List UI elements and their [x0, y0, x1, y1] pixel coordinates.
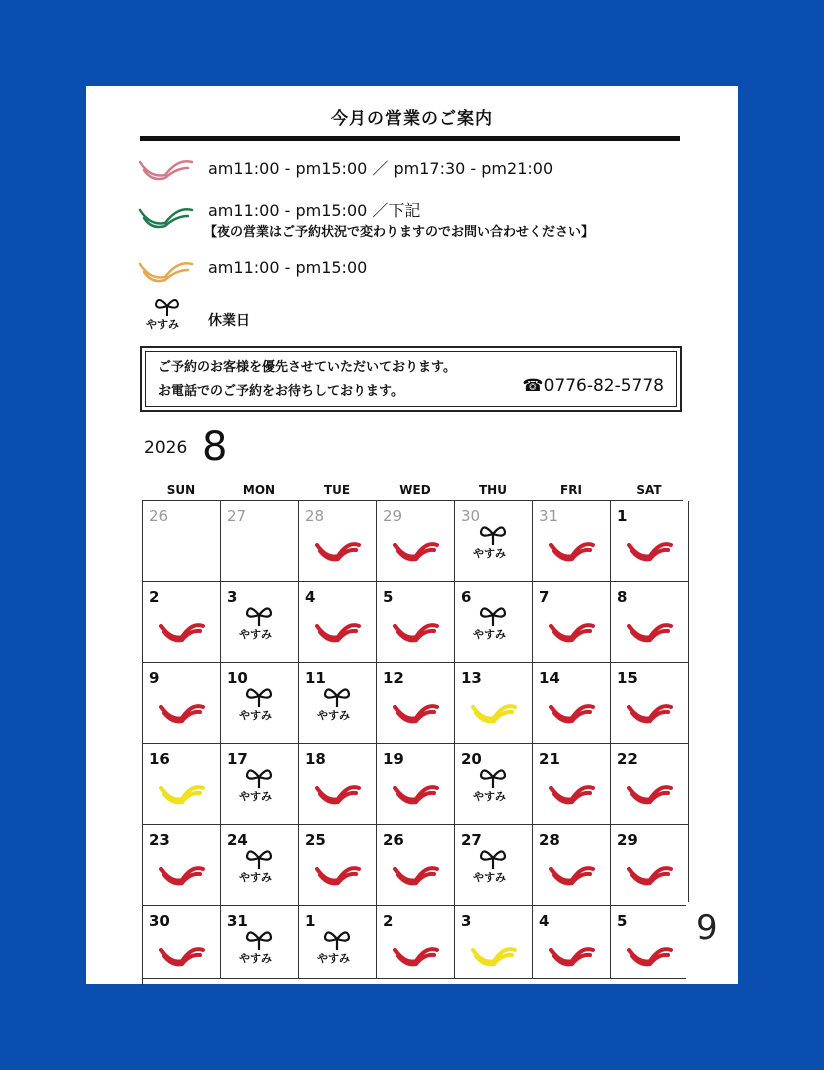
sprout-yasumi-label: やすみ: [239, 709, 272, 722]
day-number: 30: [149, 912, 170, 930]
calendar-day-cell: [377, 501, 455, 582]
calendar-day-cell: [611, 501, 689, 582]
calendar-month: 8: [202, 424, 228, 470]
sprout-yasumi-label: やすみ: [473, 871, 506, 884]
day-number: 27: [461, 831, 482, 849]
red-bird-mark-icon: [158, 620, 206, 644]
calendar-day-cell: [611, 663, 689, 744]
day-number: 23: [149, 831, 170, 849]
red-bird-mark-icon: [392, 620, 440, 644]
red-bird-mark-icon: [314, 782, 362, 806]
day-number: 26: [149, 507, 169, 525]
red-bird-mark-icon: [392, 782, 440, 806]
calendar-day-cell: [299, 744, 377, 825]
calendar-day-cell: [143, 501, 221, 582]
day-number: 19: [383, 750, 404, 768]
calendar-day-cell: [533, 825, 611, 906]
day-number: 24: [227, 831, 248, 849]
next-month-number: 9: [696, 908, 718, 948]
calendar-day-cell: [299, 906, 377, 979]
calendar-day-cell: [533, 663, 611, 744]
sprout-label: やすみ: [146, 318, 179, 331]
day-number: 17: [227, 750, 248, 768]
day-number: 8: [617, 588, 628, 606]
calendar-day-cell: [455, 582, 533, 663]
calendar-day-cell: [143, 663, 221, 744]
day-number: 25: [305, 831, 326, 849]
orange-bird-icon: [138, 258, 194, 284]
sprout-yasumi-icon: [239, 604, 277, 641]
sprout-yasumi-label: やすみ: [317, 709, 350, 722]
day-number: 15: [617, 669, 638, 687]
calendar-day-cell: [533, 501, 611, 582]
calendar-day-cell: [377, 663, 455, 744]
calendar-day-cell: [377, 744, 455, 825]
legend-text-holiday: 休業日: [208, 313, 250, 329]
day-number: 20: [461, 750, 482, 768]
calendar-day-cell: [455, 906, 533, 979]
day-number: 16: [149, 750, 170, 768]
sprout-yasumi-icon: [473, 523, 511, 560]
red-bird-mark-icon: [626, 539, 674, 563]
red-bird-mark-icon: [626, 782, 674, 806]
red-bird-mark-icon: [548, 620, 596, 644]
legend-text-pink: am11:00 - pm15:00 ／ pm17:30 - pm21:00: [208, 159, 554, 178]
red-bird-mark-icon: [626, 944, 674, 968]
green-bird-icon: [138, 204, 194, 230]
calendar-day-cell: [377, 825, 455, 906]
day-number: 28: [539, 831, 560, 849]
calendar-day-cell: [221, 501, 299, 582]
reservation-notice: [140, 346, 682, 412]
sprout-yasumi-icon: [317, 685, 355, 722]
calendar-day-cell: [143, 825, 221, 906]
calendar-day-cell: [611, 906, 689, 979]
red-bird-mark-icon: [314, 620, 362, 644]
calendar-day-cell: [533, 906, 611, 979]
calendar-day-cell: [299, 501, 377, 582]
sprout-yasumi-icon: [317, 928, 355, 965]
sprout-yasumi-label: やすみ: [473, 790, 506, 803]
calendar-day-cell: [377, 906, 455, 979]
calendar-day-cell: [221, 744, 299, 825]
red-bird-mark-icon: [548, 782, 596, 806]
calendar-year: 2026: [144, 438, 188, 458]
day-number: 6: [461, 588, 472, 606]
red-bird-mark-icon: [548, 863, 596, 887]
red-bird-mark-icon: [548, 539, 596, 563]
sprout-yasumi-label: やすみ: [239, 952, 272, 965]
red-bird-mark-icon: [314, 863, 362, 887]
day-number: 5: [383, 588, 394, 606]
calendar-day-cell: [611, 825, 689, 906]
red-bird-mark-icon: [626, 620, 674, 644]
legend-subtext-green: 【夜の営業はご予約状況で変わりますのでお問い合わせください】: [204, 225, 595, 240]
yellow-bird-mark-icon: [470, 944, 518, 968]
day-number: 3: [461, 912, 472, 930]
legend-text-green: am11:00 - pm15:00 ／下記: [208, 201, 421, 220]
day-number: 9: [149, 669, 160, 687]
weekday-3: WED: [399, 483, 431, 497]
sprout-yasumi-icon: [239, 766, 277, 803]
sprout-icon: [146, 296, 184, 331]
day-number: 26: [383, 831, 404, 849]
weekday-0: SUN: [166, 483, 196, 497]
sprout-yasumi-label: やすみ: [317, 952, 350, 965]
red-bird-mark-icon: [626, 701, 674, 725]
day-number: 2: [383, 912, 394, 930]
day-number: 5: [617, 912, 628, 930]
weekday-2: TUE: [323, 483, 351, 497]
day-number: 31: [227, 912, 248, 930]
calendar-day-cell: [143, 582, 221, 663]
notice-line-1: ご予約のお客様を優先させていただいております。: [158, 360, 456, 375]
red-bird-mark-icon: [548, 701, 596, 725]
day-number: 11: [305, 669, 326, 687]
sprout-yasumi-icon: [239, 847, 277, 884]
day-number: 27: [227, 507, 247, 525]
calendar-day-cell: [299, 582, 377, 663]
calendar-grid: [142, 500, 683, 985]
pink-bird-icon: [138, 156, 194, 182]
phone-number: ☎0776-82-5778: [522, 376, 664, 396]
next-month-tab: [686, 902, 738, 982]
day-number: 22: [617, 750, 638, 768]
legend-text-orange: am11:00 - pm15:00: [208, 258, 368, 277]
day-number: 14: [539, 669, 560, 687]
sprout-yasumi-label: やすみ: [239, 628, 272, 641]
calendar-day-cell: [533, 582, 611, 663]
day-number: 31: [539, 507, 559, 525]
sprout-yasumi-label: やすみ: [473, 547, 506, 560]
weekday-5: FRI: [560, 483, 582, 497]
weekday-6: SAT: [636, 483, 662, 497]
day-number: 7: [539, 588, 550, 606]
day-number: 1: [617, 507, 628, 525]
red-bird-mark-icon: [392, 944, 440, 968]
day-number: 4: [305, 588, 316, 606]
sprout-yasumi-icon: [473, 604, 511, 641]
calendar-day-cell: [143, 744, 221, 825]
calendar-day-cell: [221, 825, 299, 906]
red-bird-mark-icon: [158, 701, 206, 725]
red-bird-mark-icon: [626, 863, 674, 887]
day-number: 13: [461, 669, 482, 687]
red-bird-mark-icon: [158, 863, 206, 887]
calendar-day-cell: [299, 825, 377, 906]
red-bird-mark-icon: [392, 539, 440, 563]
calendar-day-cell: [611, 744, 689, 825]
red-bird-mark-icon: [314, 539, 362, 563]
day-number: 29: [617, 831, 638, 849]
day-number: 18: [305, 750, 326, 768]
notice-line-2: お電話でのご予約をお待ちしております。: [158, 384, 404, 399]
day-number: 28: [305, 507, 325, 525]
calendar-day-cell: [221, 906, 299, 979]
day-number: 1: [305, 912, 316, 930]
calendar-day-cell: [611, 582, 689, 663]
day-number: 21: [539, 750, 560, 768]
calendar-day-cell: [377, 582, 455, 663]
day-number: 30: [461, 507, 481, 525]
yellow-bird-mark-icon: [158, 782, 206, 806]
calendar-day-cell: [221, 582, 299, 663]
red-bird-mark-icon: [158, 944, 206, 968]
title-underline: [140, 136, 680, 141]
calendar-day-cell: [455, 825, 533, 906]
calendar-day-cell: [143, 906, 221, 979]
schedule-paper: [86, 86, 738, 984]
calendar-day-cell: [455, 501, 533, 582]
calendar-day-cell: [455, 744, 533, 825]
day-number: 3: [227, 588, 238, 606]
day-number: 29: [383, 507, 403, 525]
day-number: 4: [539, 912, 550, 930]
weekday-1: MON: [242, 483, 276, 497]
sprout-yasumi-label: やすみ: [473, 628, 506, 641]
red-bird-mark-icon: [392, 863, 440, 887]
sprout-yasumi-icon: [473, 766, 511, 803]
yellow-bird-mark-icon: [470, 701, 518, 725]
sprout-yasumi-icon: [239, 928, 277, 965]
day-number: 10: [227, 669, 248, 687]
sprout-yasumi-icon: [473, 847, 511, 884]
page-title: 今月の営業のご案内: [331, 109, 493, 129]
sprout-yasumi-label: やすみ: [239, 790, 272, 803]
day-number: 2: [149, 588, 160, 606]
calendar-day-cell: [533, 744, 611, 825]
sprout-yasumi-label: やすみ: [239, 871, 272, 884]
weekday-4: THU: [479, 483, 507, 497]
red-bird-mark-icon: [392, 701, 440, 725]
red-bird-mark-icon: [548, 944, 596, 968]
calendar-day-cell: [299, 663, 377, 744]
calendar-day-cell: [455, 663, 533, 744]
sprout-yasumi-icon: [239, 685, 277, 722]
day-number: 12: [383, 669, 404, 687]
calendar-day-cell: [221, 663, 299, 744]
